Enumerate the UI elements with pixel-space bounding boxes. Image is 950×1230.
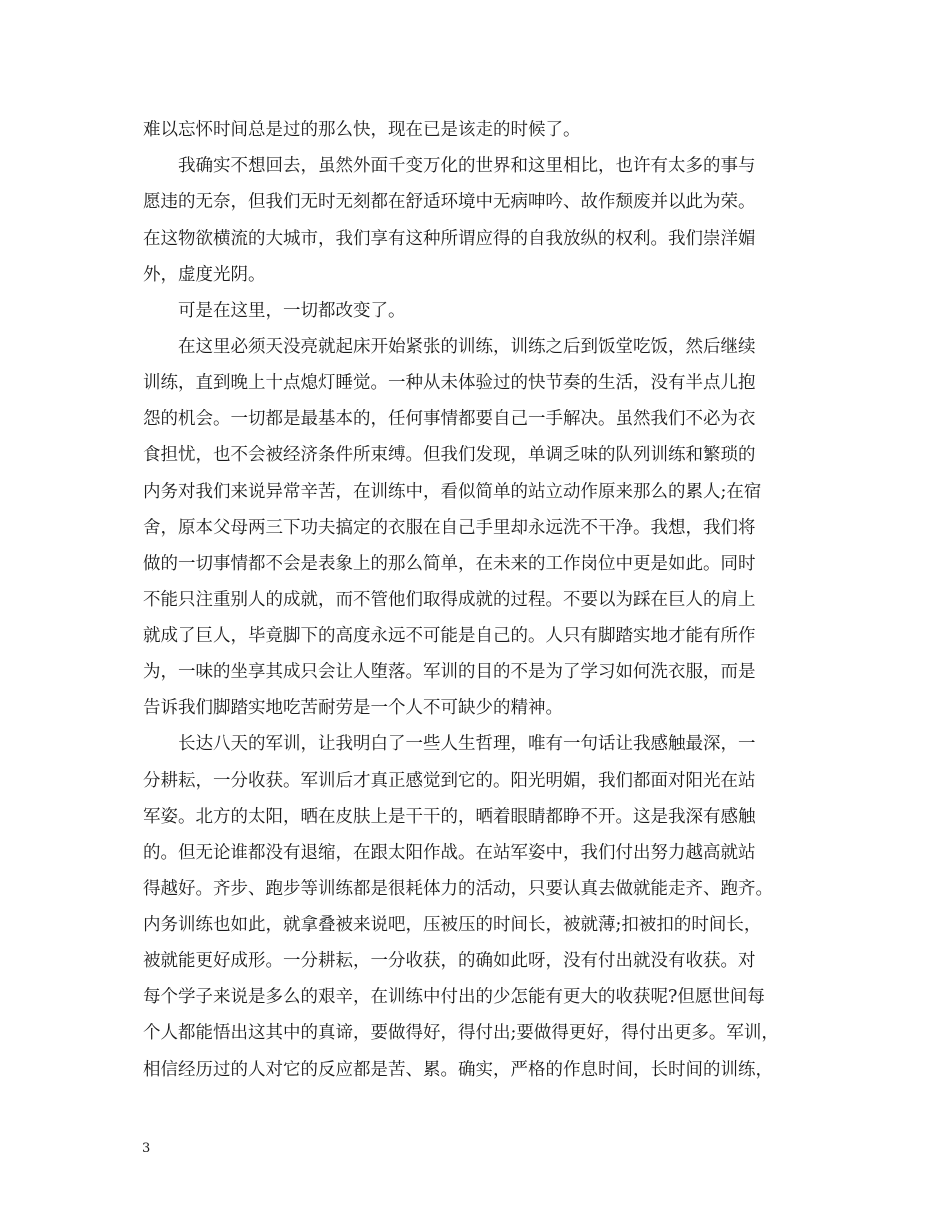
text-line: 外，虚度光阴。: [143, 265, 266, 285]
text-line: 怨的机会。一切都是最基本的，任何事情都要自己一手解决。虽然我们不必为衣: [143, 409, 756, 429]
text-line: 做的一切事情都不会是表象上的那么简单，在未来的工作岗位中更是如此。同时: [143, 554, 756, 574]
text-line: 食担忧，也不会被经济条件所束缚。但我们发现，单调乏味的队列训练和繁琐的: [143, 445, 756, 465]
text-line: 相信经历过的人对它的反应都是苦、累。确实，严格的作息时间，长时间的训练，: [143, 1060, 773, 1080]
text-line: 我确实不想回去，虽然外面千变万化的世界和这里相比，也许有太多的事与: [178, 156, 756, 176]
text-line: 内务对我们来说异常辛苦，在训练中，看似简单的站立动作原来那么的累人;在宿: [143, 482, 762, 502]
text-line: 的。但无论谁都没有退缩，在跟太阳作战。在站军姿中，我们付出努力越高就站: [143, 843, 756, 863]
text-line: 军姿。北方的太阳，晒在皮肤上是干干的，晒着眼睛都睁不开。这是我深有感触: [143, 807, 756, 827]
text-line: 为，一味的坐享其成只会让人堕落。军训的目的不是为了学习如何洗衣服，而是: [143, 662, 756, 682]
text-line: 难以忘怀时间总是过的那么快，现在已是该走的时候了。: [143, 120, 581, 140]
page-number: 3: [142, 1141, 151, 1156]
text-line: 每个学子来说是多么的艰辛，在训练中付出的少怎能有更大的收获呢?但愿世间每: [143, 987, 765, 1007]
text-line: 告诉我们脚踏实地吃苦耐劳是一个人不可缺少的精神。: [143, 698, 563, 718]
text-line: 不能只注重别人的成就，而不管他们取得成就的过程。不要以为踩在巨人的肩上: [143, 590, 756, 610]
text-line: 分耕耘，一分收获。军训后才真正感觉到它的。阳光明媚，我们都面对阳光在站: [143, 771, 756, 791]
text-line: 被就能更好成形。一分耕耘，一分收获，的确如此呀，没有付出就没有收获。对: [143, 951, 756, 971]
text-line: 愿违的无奈，但我们无时无刻都在舒适环境中无病呻吟、故作颓废并以此为荣。: [143, 192, 756, 212]
text-line: 可是在这里，一切都改变了。: [178, 301, 406, 321]
text-line: 内务训练也如此，就拿叠被来说吧，压被压的时间长，被就薄;扣被扣的时间长，: [143, 915, 762, 935]
text-line: 舍，原本父母两三下功夫搞定的衣服在自己手里却永远洗不干净。我想，我们将: [143, 518, 756, 538]
text-line: 得越好。齐步、跑步等训练都是很耗体力的活动，只要认真去做就能走齐、跑齐。: [143, 879, 773, 899]
text-line: 长达八天的军训，让我明白了一些人生哲理，唯有一句话让我感触最深，一: [178, 734, 756, 754]
text-line: 训练，直到晚上十点熄灯睡觉。一种从未体验过的快节奏的生活，没有半点儿抱: [143, 373, 756, 393]
text-line: 在这物欲横流的大城市，我们享有这种所谓应得的自我放纵的权利。我们崇洋媚: [143, 229, 756, 249]
text-line: 就成了巨人，毕竟脚下的高度永远不可能是自己的。人只有脚踏实地才能有所作: [143, 626, 756, 646]
text-line: 在这里必须天没亮就起床开始紧张的训练，训练之后到饭堂吃饭，然后继续: [178, 337, 756, 357]
text-line: 个人都能悟出这其中的真谛，要做得好，得付出;要做得更好，得付出更多。军训，: [143, 1023, 779, 1043]
